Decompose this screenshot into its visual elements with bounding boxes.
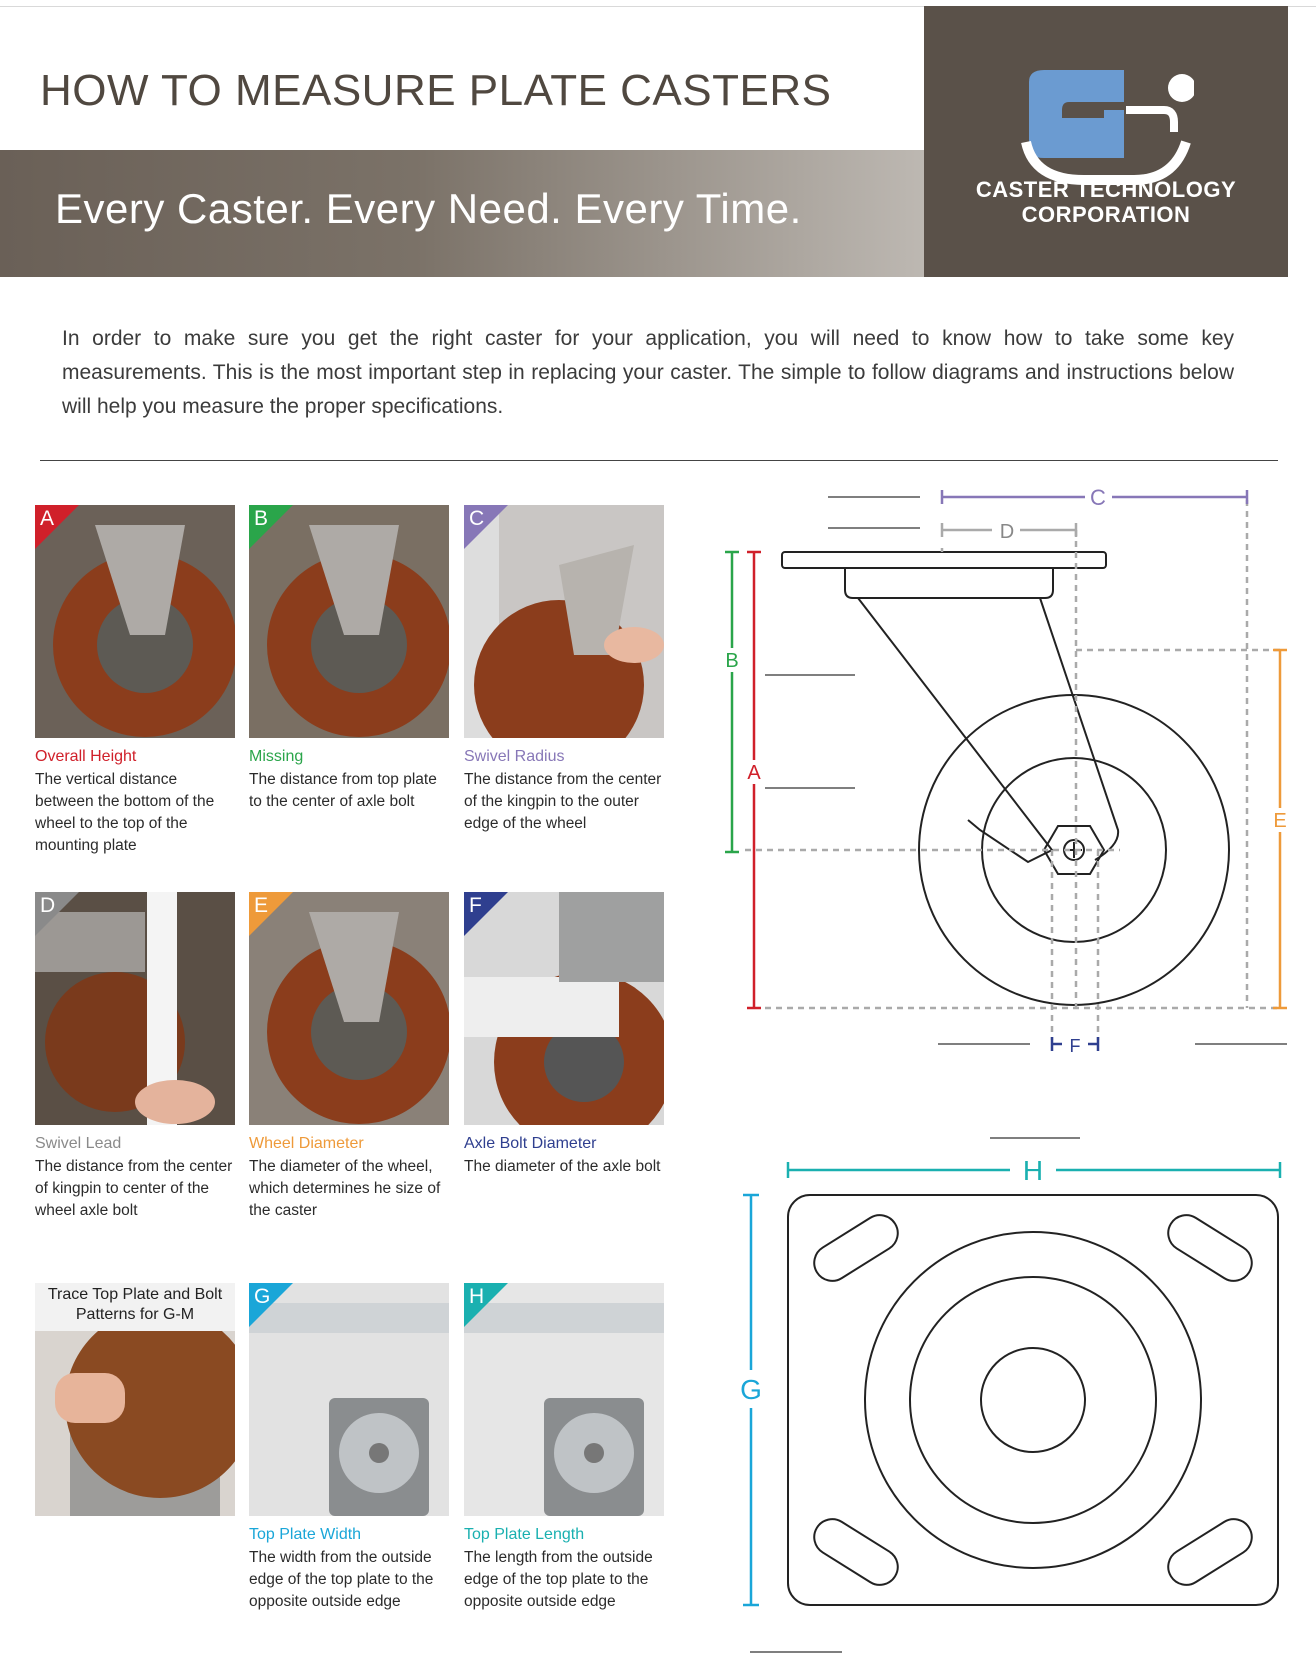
label-b: B: [725, 650, 739, 672]
trace-label: Trace Top Plate and Bolt Patterns for G-M: [35, 1283, 235, 1331]
corner-letter: E: [254, 894, 269, 917]
top-plate-view: [788, 1195, 1278, 1605]
dimension-h: [788, 1162, 1280, 1178]
label-h: H: [1022, 1155, 1044, 1186]
logo-text-line1: CASTER TECHNOLOGY: [975, 177, 1237, 202]
logo-mark-icon: [1014, 62, 1194, 192]
photo-b: [249, 505, 449, 738]
dimension-f: [1052, 1037, 1098, 1051]
corner-letter: G: [254, 1285, 271, 1308]
photo-f: [464, 892, 664, 1125]
caption-text: The length from the outside edge of the top plate to the opposite outside edge: [464, 1549, 653, 1610]
photo-h: [464, 1283, 664, 1516]
photo-e: [249, 892, 449, 1125]
photo-g: [249, 1283, 449, 1516]
caption-text: The diameter of the axle bolt: [464, 1158, 661, 1175]
caption-text: The distance from top plate to the center of axle bolt: [249, 771, 437, 810]
label-g: G: [740, 1374, 762, 1405]
company-logo: [924, 6, 1288, 277]
logo-text-line2: CORPORATION: [1021, 202, 1191, 227]
corner-letter: C: [469, 507, 485, 530]
caption-title: Overall Height: [35, 748, 137, 765]
label-d: D: [999, 521, 1015, 543]
label-a: A: [747, 762, 761, 784]
caption-text: The width from the outside edge of the top plate to the opposite outside edge: [249, 1549, 434, 1610]
tagline: Every Caster. Every Need. Every Time.: [55, 185, 802, 232]
corner-letter: F: [469, 894, 482, 917]
caption-text: The diameter of the wheel, which determines he size of the caster: [249, 1158, 441, 1219]
reference-lines: [750, 497, 1287, 1652]
photo-a: [35, 505, 235, 738]
caption-title: Swivel Lead: [35, 1135, 122, 1152]
dimension-c: [942, 490, 1247, 504]
dimension-a: [747, 552, 761, 1008]
dimension-e: [1273, 650, 1287, 1008]
page-title: HOW TO MEASURE PLATE CASTERS: [40, 66, 832, 115]
caption-text: The distance from the center of kingpin to center of the wheel axle bolt: [35, 1158, 233, 1219]
caption-text: The distance from the center of the kingpin to the outer edge of the wheel: [464, 771, 662, 832]
caster-side-view: [782, 552, 1229, 1005]
label-c: C: [1090, 485, 1106, 510]
caption-text: The vertical distance between the bottom of the wheel to the top of the mounting plate: [35, 771, 215, 854]
label-e: E: [1273, 810, 1287, 832]
dimension-b: [725, 552, 739, 852]
section-divider: [40, 460, 1278, 461]
caption-title: Top Plate Width: [249, 1526, 362, 1543]
corner-letter: A: [40, 507, 55, 530]
intro-paragraph: In order to make sure you get the right caster for your application, you will need to know how to take some key measurements. This is the most important step in replacing your caster. The simple to follow diagrams and instructions below will help you measure the proper specifications.: [62, 327, 1234, 418]
photo-c: [464, 505, 664, 738]
corner-letter: B: [254, 507, 269, 530]
corner-letter: D: [40, 894, 56, 917]
caption-title: Swivel Radius: [464, 748, 565, 765]
dimension-g: [743, 1195, 759, 1605]
label-f: F: [1069, 1036, 1081, 1056]
caption-title: Wheel Diameter: [249, 1135, 364, 1152]
corner-letter: H: [469, 1285, 485, 1308]
photo-d: [35, 892, 235, 1125]
dimension-d: [942, 523, 1076, 537]
dashed-guides: [745, 500, 1280, 1040]
caption-title: Top Plate Length: [464, 1526, 585, 1543]
caption-title: Axle Bolt Diameter: [464, 1135, 597, 1152]
caption-title: Missing: [249, 748, 304, 765]
